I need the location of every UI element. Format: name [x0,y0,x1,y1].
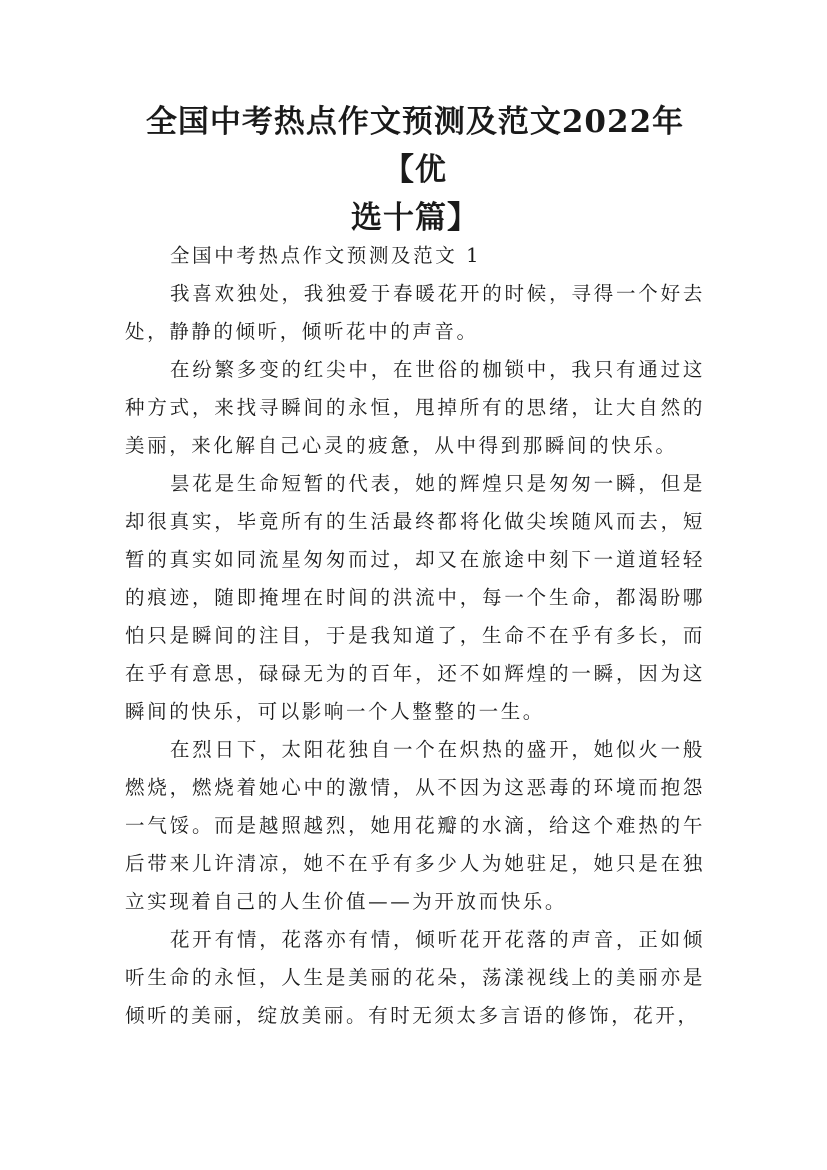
title-line-1: 全国中考热点作文预测及范文2022年【优 [145,104,685,188]
paragraph: 我喜欢独处，我独爱于春暖花开的时候，寻得一个好去处，静静的倾听，倾听花中的声音。 [125,282,705,343]
paragraph: 花开有情，花落亦有情，倾听花开花落的声音，正如倾听生命的永恒，人生是美丽的花朵，荡漾视线上的美丽亦是倾听的美丽，绽放美丽。有时无须太多言语的修饰，花开， [125,928,705,1027]
paragraph: 在纷繁多变的红尖中，在世俗的枷锁中，我只有通过这种方式，来找寻瞬间的永恒，甩掉所有的思绪，让大自然的美丽，来化解自己心灵的疲惫，从中得到那瞬间的快乐。 [125,358,705,457]
document-body [125,237,705,1035]
paragraph: 昙花是生命短暂的代表，她的辉煌只是匆匆一瞬，但是却很真实，毕竟所有的生活最终都将化做尖埃随风而去，短暂的真实如同流星匆匆而过，却又在旅途中刻下一道道轻轻的痕迹，随即掩埋在时间的洪流中，每一个生命，都渴盼哪怕只是瞬间的注目，于是我知道了，生命不在乎有多长，而在乎有意思，碌碌无为的百年，还不如辉煌的一瞬，因为这瞬间的快乐，可以影响一个人整整的一生。 [125,472,705,723]
title-line-2: 选十篇】 [351,200,479,236]
document-title [120,98,710,242]
paragraph: 在烈日下，太阳花独自一个在炽热的盛开，她似火一般燃烧，燃烧着她心中的激情，从不因为这恶毒的环境而抱怨一气馁。而是越照越烈，她用花瓣的水滴，给这个难热的午后带来儿许清凉，她不在乎有多少人为她驻足，她只是在独立实现着自己的人生价值——为开放而快乐。 [125,738,705,913]
section-heading: 全国中考热点作文预测及范文 1 [170,244,482,267]
